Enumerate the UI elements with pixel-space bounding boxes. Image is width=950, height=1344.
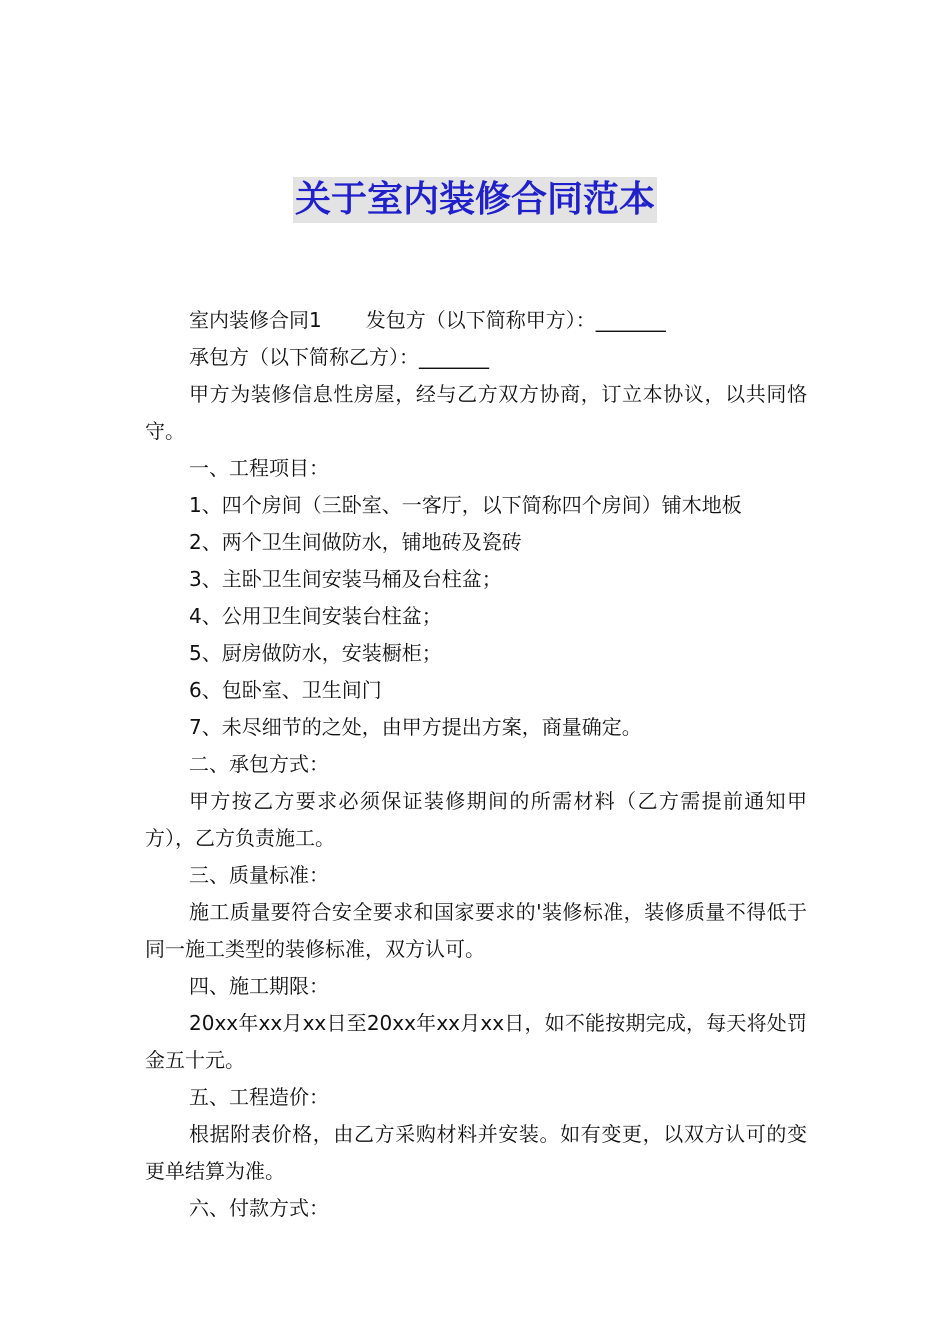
paragraph-contract-header	[145, 302, 807, 339]
section-heading-contract-method: 二、承包方式：	[189, 752, 329, 776]
document-title-wrapper	[0, 177, 950, 223]
paragraph-intro: 甲方为装修信息性房屋，经与乙方双方协商，订立本协议，以共同恪守。	[145, 382, 807, 443]
section-heading-payment: 六、付款方式：	[189, 1196, 329, 1220]
paragraph-contractor-line: 承包方（以下简称乙方）：_______	[189, 345, 489, 369]
section-heading-schedule: 四、施工期限：	[189, 974, 329, 998]
paragraph-schedule: 20xx年xx月xx日至20xx年xx月xx日，如不能按期完成，每天将处罚金五十元。	[145, 1011, 807, 1072]
list-item-1: 1、四个房间（三卧室、一客厅，以下简称四个房间）铺木地板	[189, 493, 742, 517]
list-item-3: 3、主卧卫生间安装马桶及台柱盆；	[189, 567, 502, 591]
paragraph-quality: 施工质量要符合安全要求和国家要求的'装修标准，装修质量不得低于同一施工类型的装修标准，双方认可。	[145, 900, 807, 961]
section-heading-cost: 五、工程造价：	[189, 1085, 329, 1109]
list-item-4: 4、公用卫生间安装台柱盆；	[189, 604, 442, 628]
document-title: 关于室内装修合同范本	[293, 177, 657, 223]
list-item-5: 5、厨房做防水，安装橱柜；	[189, 641, 442, 665]
employer-line: 发包方（以下简称甲方）：_______	[365, 308, 666, 332]
list-item-6: 6、包卧室、卫生间门	[189, 678, 382, 702]
paragraph-contract-method: 甲方按乙方要求必须保证装修期间的所需材料（乙方需提前通知甲方），乙方负责施工。	[145, 789, 807, 850]
list-item-2: 2、两个卫生间做防水，铺地砖及瓷砖	[189, 530, 522, 554]
section-heading-quality: 三、质量标准：	[189, 863, 329, 887]
paragraph-cost: 根据附表价格，由乙方采购材料并安装。如有变更，以双方认可的变更单结算为准。	[145, 1122, 807, 1183]
list-item-7: 7、未尽细节的之处，由甲方提出方案，商量确定。	[189, 715, 642, 739]
section-heading-project: 一、工程项目：	[189, 456, 329, 480]
document-body	[145, 302, 807, 1227]
contract-number: 室内装修合同1	[189, 308, 322, 332]
